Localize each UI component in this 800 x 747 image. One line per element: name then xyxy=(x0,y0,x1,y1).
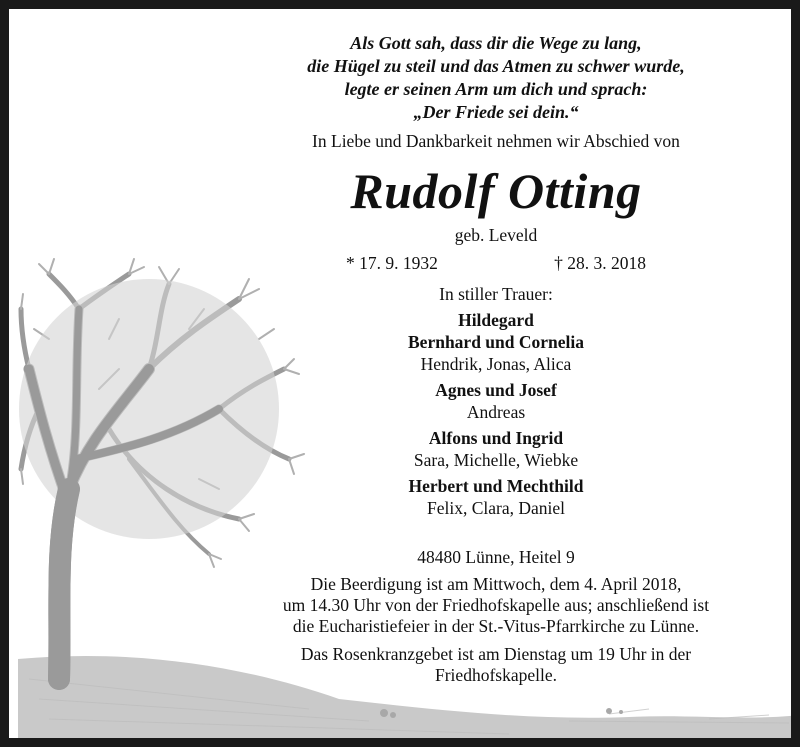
rosary-line: Friedhofskapelle. xyxy=(435,665,557,685)
rosary-info xyxy=(266,644,726,686)
mourner-children: Felix, Clara, Daniel xyxy=(426,498,566,518)
mourner-children: Hendrik, Jonas, Alica xyxy=(420,354,572,374)
poem-line: Als Gott sah, dass dir die Wege zu lang, xyxy=(350,33,642,53)
mourning-label: In stiller Trauer: xyxy=(439,284,553,304)
funeral-info xyxy=(266,574,726,637)
funeral-line: um 14.30 Uhr von der Friedhofskapelle aus; anschließend ist xyxy=(282,595,710,615)
mourner-name: Hildegard xyxy=(458,310,534,330)
life-dates xyxy=(346,252,646,274)
birth-name: geb. Leveld xyxy=(454,225,538,245)
mourner-name: Agnes und Josef xyxy=(435,380,557,400)
mourner-name: Bernhard und Cornelia xyxy=(408,332,584,352)
rosary-line: Das Rosenkranzgebet ist am Dienstag um 19 Uhr in der xyxy=(300,644,692,664)
address: 48480 Lünne, Heitel 9 xyxy=(417,547,575,567)
mourner-name: Alfons und Ingrid xyxy=(428,428,564,448)
deceased-name: Rudolf Otting xyxy=(350,163,642,219)
mourner-children: Andreas xyxy=(466,402,526,422)
mourner-group xyxy=(266,309,726,375)
mourner-group xyxy=(266,427,726,471)
intro-text: In Liebe und Dankbarkeit nehmen wir Abschied von xyxy=(312,131,680,151)
poem-line: „Der Friede sei dein.“ xyxy=(413,102,579,122)
mourner-group xyxy=(266,379,726,423)
poem-line: legte er seinen Arm um dich und sprach: xyxy=(344,79,648,99)
obituary-text xyxy=(266,32,726,686)
poem-line: die Hügel zu steil und das Atmen zu schwer wurde, xyxy=(307,56,685,76)
funeral-line: die Eucharistiefeier in der St.-Vitus-Pfarrkirche zu Lünne. xyxy=(292,616,700,636)
birth-date: * 17. 9. 1932 xyxy=(346,253,438,273)
mourner-group xyxy=(266,475,726,519)
mourner-name: Herbert und Mechthild xyxy=(408,476,584,496)
poem xyxy=(266,32,726,124)
death-date: † 28. 3. 2018 xyxy=(554,253,646,273)
funeral-line: Die Beerdigung ist am Mittwoch, dem 4. April 2018, xyxy=(310,574,682,594)
mourner-children: Sara, Michelle, Wiebke xyxy=(413,450,579,470)
